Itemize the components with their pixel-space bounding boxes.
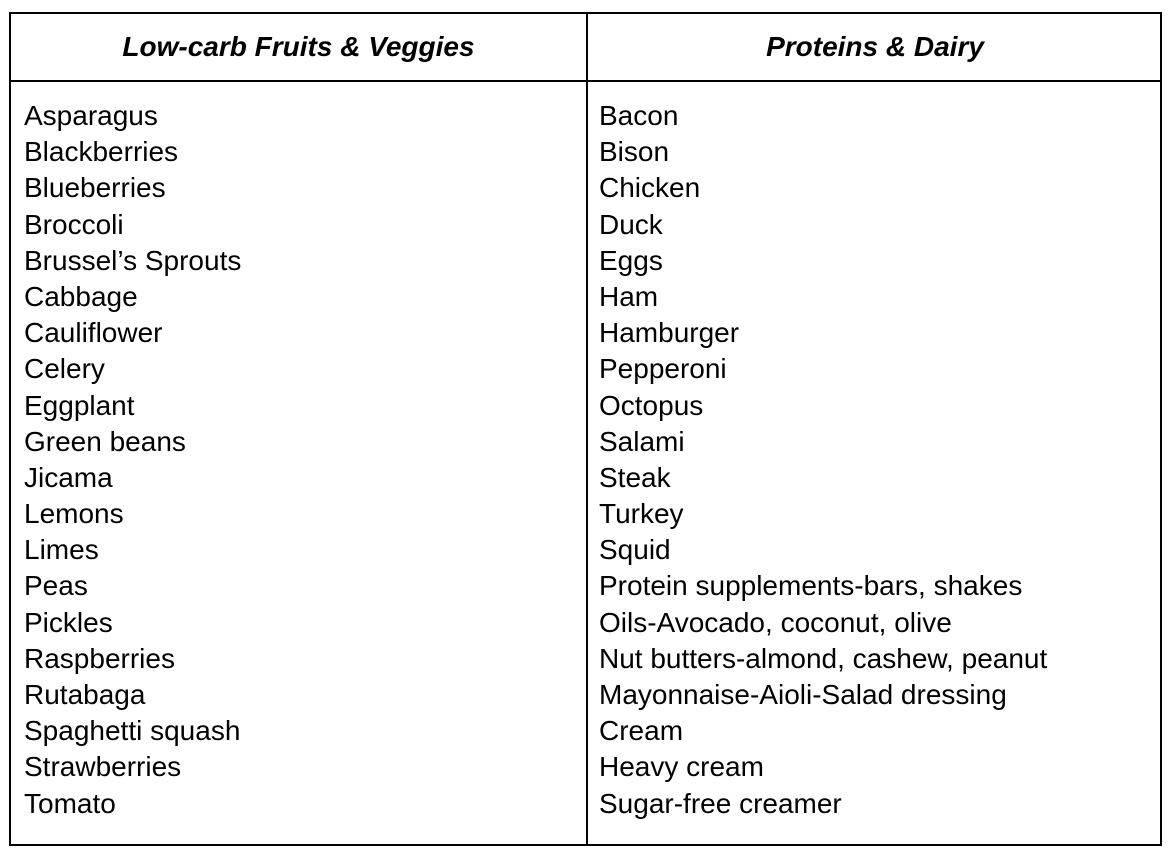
proteins-dairy-item: Hamburger — [599, 317, 740, 349]
fruits-veggies-item: Asparagus — [24, 100, 158, 131]
fruits-veggies-item: Blackberries — [24, 136, 179, 168]
fruits-veggies-list — [24, 98, 241, 822]
proteins-dairy-item: Duck — [599, 208, 663, 240]
proteins-dairy-item: Sugar-free creamer — [599, 787, 842, 819]
fruits-veggies-item: Celery — [24, 353, 105, 385]
fruits-veggies-item: Spaghetti squash — [24, 715, 241, 747]
proteins-dairy-item: Turkey — [599, 498, 684, 530]
proteins-dairy-item: Ham — [599, 280, 659, 312]
proteins-dairy-item: Steak — [599, 461, 671, 493]
fruits-veggies-item: Eggplant — [24, 389, 135, 421]
fruits-veggies-item: Lemons — [24, 498, 124, 530]
fruits-veggies-item: Peas — [24, 570, 88, 602]
proteins-dairy-item: Mayonnaise-Aioli-Salad dressing — [599, 679, 1007, 710]
fruits-veggies-item: Pickles — [24, 606, 113, 638]
fruits-veggies-item: Cabbage — [24, 280, 138, 312]
proteins-dairy-item: Octopus — [599, 389, 704, 421]
fruits-veggies-item: Jicama — [24, 461, 113, 493]
proteins-dairy-item: Salami — [599, 425, 685, 457]
fruits-veggies-item: Limes — [24, 534, 99, 566]
proteins-dairy-item: Protein supplements-bars, shakes — [599, 570, 1023, 602]
fruits-veggies-item: Raspberries — [24, 642, 175, 674]
proteins-dairy-item: Heavy cream — [599, 751, 764, 783]
food-table — [9, 12, 1162, 846]
proteins-dairy-item: Oils-Avocado, coconut, olive — [599, 606, 952, 638]
proteins-dairy-item: Nut butters-almond, cashew, peanut — [599, 642, 1048, 674]
proteins-dairy-list — [599, 98, 1047, 822]
proteins-dairy-item: Bacon — [599, 100, 679, 131]
fruits-veggies-item: Green beans — [24, 425, 186, 457]
fruits-veggies-item: Broccoli — [24, 208, 124, 240]
fruits-veggies-item: Strawberries — [24, 751, 182, 783]
fruits-veggies-item: Cauliflower — [24, 317, 163, 349]
proteins-dairy-item: Pepperoni — [599, 353, 727, 385]
fruits-veggies-item: Rutabaga — [24, 679, 146, 710]
proteins-dairy-item: Squid — [599, 534, 671, 566]
fruits-veggies-item: Brussel’s Sprouts — [24, 244, 242, 276]
fruits-veggies-item: Tomato — [24, 787, 116, 819]
fruits-veggies-item: Blueberries — [24, 172, 166, 204]
column-header-proteins-dairy: Proteins & Dairy — [766, 31, 984, 62]
proteins-dairy-item: Bison — [599, 136, 670, 168]
column-header-fruits-veggies: Low-carb Fruits & Veggies — [122, 31, 475, 62]
proteins-dairy-item: Chicken — [599, 172, 701, 204]
proteins-dairy-item: Eggs — [599, 244, 663, 276]
column-divider — [586, 14, 588, 844]
proteins-dairy-item: Cream — [599, 715, 684, 747]
